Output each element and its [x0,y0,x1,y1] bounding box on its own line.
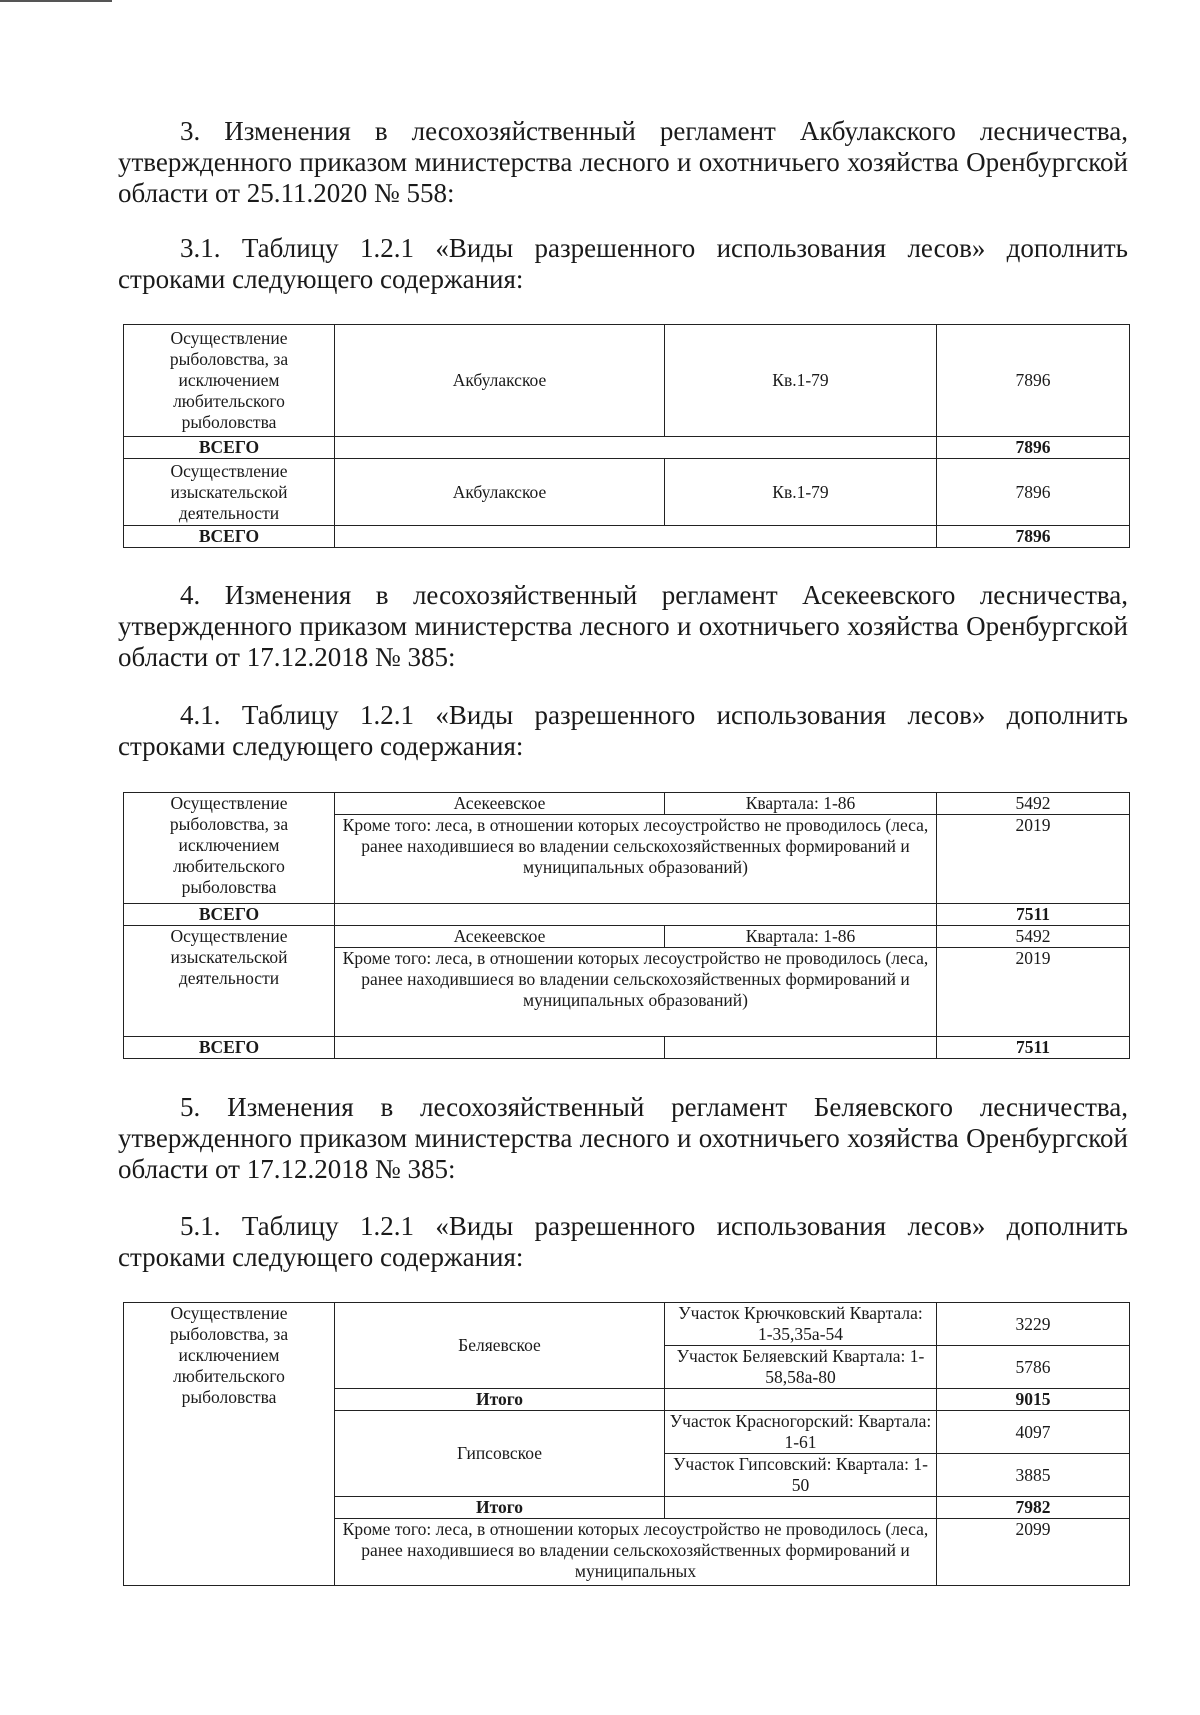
section-3-heading: 3. Изменения в лесохозяйственный регламент Акбулакского лесничества, утвержденного приказом министерства лесного и охотничьего хозяйства Оренбургской области от 25.11.2020 № 558: [118,116,1128,208]
forestry-cell: Акбулакское [335,325,665,437]
area-cell: 3229 [937,1303,1130,1346]
area-cell: 5786 [937,1346,1130,1389]
area-cell: 4097 [937,1411,1130,1454]
area-cell: 7896 [937,459,1130,526]
use-type-cell: Осуществление рыболовства, за исключением любительского рыболовства [124,325,335,437]
forestry-cell: Асекеевское [335,926,665,948]
forestry-cell: Асекеевское [335,793,665,815]
use-type-cell: Осуществление изыскательской деятельности [124,926,335,1037]
section-4-heading: 4. Изменения в лесохозяйственный регламент Асекеевского лесничества, утвержденного приказом министерства лесного и охотничьего хозяйства Оренбургской области от 17.12.2018 № 385: [118,580,1128,672]
table-akbulak [123,324,1130,548]
subtotal-label: Итого [335,1389,665,1411]
table-asekeevo [123,792,1130,1059]
section-4-subheading: 4.1. Таблицу 1.2.1 «Виды разрешенного использования лесов» дополнить строками следующего содержания: [118,700,1128,761]
note-cell: Кроме того: леса, в отношении которых лесоустройство не проводилось (леса, ранее находившиеся во владении сельскохозяйственных формирований и муниципальных образований) [335,948,937,1037]
subtotal-value: 9015 [937,1389,1130,1411]
area-cell: 2099 [937,1519,1130,1586]
empty-cell [335,437,937,459]
area-cell: 3885 [937,1454,1130,1497]
total-row [124,1037,1130,1059]
plot-cell: Участок Беляевский Квартала: 1-58,58а-80 [665,1346,937,1389]
section-5-heading: 5. Изменения в лесохозяйственный регламент Беляевского лесничества, утвержденного приказом министерства лесного и охотничьего хозяйства Оренбургской области от 17.12.2018 № 385: [118,1092,1128,1184]
quarters-cell: Квартала: 1-86 [665,793,937,815]
total-label: ВСЕГО [124,904,335,926]
total-row [124,904,1130,926]
empty-cell [335,904,937,926]
area-cell: 5492 [937,926,1130,948]
table-row [124,459,1130,526]
quarters-cell: Кв.1-79 [665,325,937,437]
note-cell: Кроме того: леса, в отношении которых лесоустройство не проводилось (леса, ранее находившиеся во владении сельскохозяйственных формирований и муниципальных [335,1519,937,1586]
total-value: 7511 [937,904,1130,926]
use-type-cell: Осуществление рыболовства, за исключением любительского рыболовства [124,1303,335,1586]
empty-cell [665,1389,937,1411]
section-5-subheading: 5.1. Таблицу 1.2.1 «Виды разрешенного использования лесов» дополнить строками следующего содержания: [118,1211,1128,1272]
total-value: 7896 [937,526,1130,548]
table-row [124,926,1130,948]
quarters-cell: Кв.1-79 [665,459,937,526]
section-3-subheading: 3.1. Таблицу 1.2.1 «Виды разрешенного использования лесов» дополнить строками следующего содержания: [118,233,1128,294]
forestry-cell: Акбулакское [335,459,665,526]
empty-cell [335,1037,665,1059]
table-row [124,793,1130,815]
use-type-cell: Осуществление изыскательской деятельности [124,459,335,526]
forestry-cell: Гипсовское [335,1411,665,1497]
table-row [124,1303,1130,1346]
note-cell: Кроме того: леса, в отношении которых лесоустройство не проводилось (леса, ранее находившиеся во владении сельскохозяйственных формирований и муниципальных образований) [335,815,937,904]
total-label: ВСЕГО [124,1037,335,1059]
area-cell: 5492 [937,793,1130,815]
plot-cell: Участок Красногорский: Квартала: 1-61 [665,1411,937,1454]
quarters-cell: Квартала: 1-86 [665,926,937,948]
total-label: ВСЕГО [124,437,335,459]
plot-cell: Участок Гипсовский: Квартала: 1-50 [665,1454,937,1497]
scan-edge-mark [0,0,112,2]
total-row [124,526,1130,548]
table-row [124,325,1130,437]
area-cell: 7896 [937,325,1130,437]
empty-cell [665,1037,937,1059]
empty-cell [335,526,937,548]
area-cell: 2019 [937,948,1130,1037]
total-value: 7896 [937,437,1130,459]
subtotal-value: 7982 [937,1497,1130,1519]
subtotal-label: Итого [335,1497,665,1519]
total-value: 7511 [937,1037,1130,1059]
forestry-cell: Беляевское [335,1303,665,1389]
area-cell: 2019 [937,815,1130,904]
total-row [124,437,1130,459]
plot-cell: Участок Крючковский Квартала: 1-35,35а-54 [665,1303,937,1346]
empty-cell [665,1497,937,1519]
use-type-cell: Осуществление рыболовства, за исключением любительского рыболовства [124,793,335,904]
table-belyaevka [123,1302,1130,1586]
total-label: ВСЕГО [124,526,335,548]
